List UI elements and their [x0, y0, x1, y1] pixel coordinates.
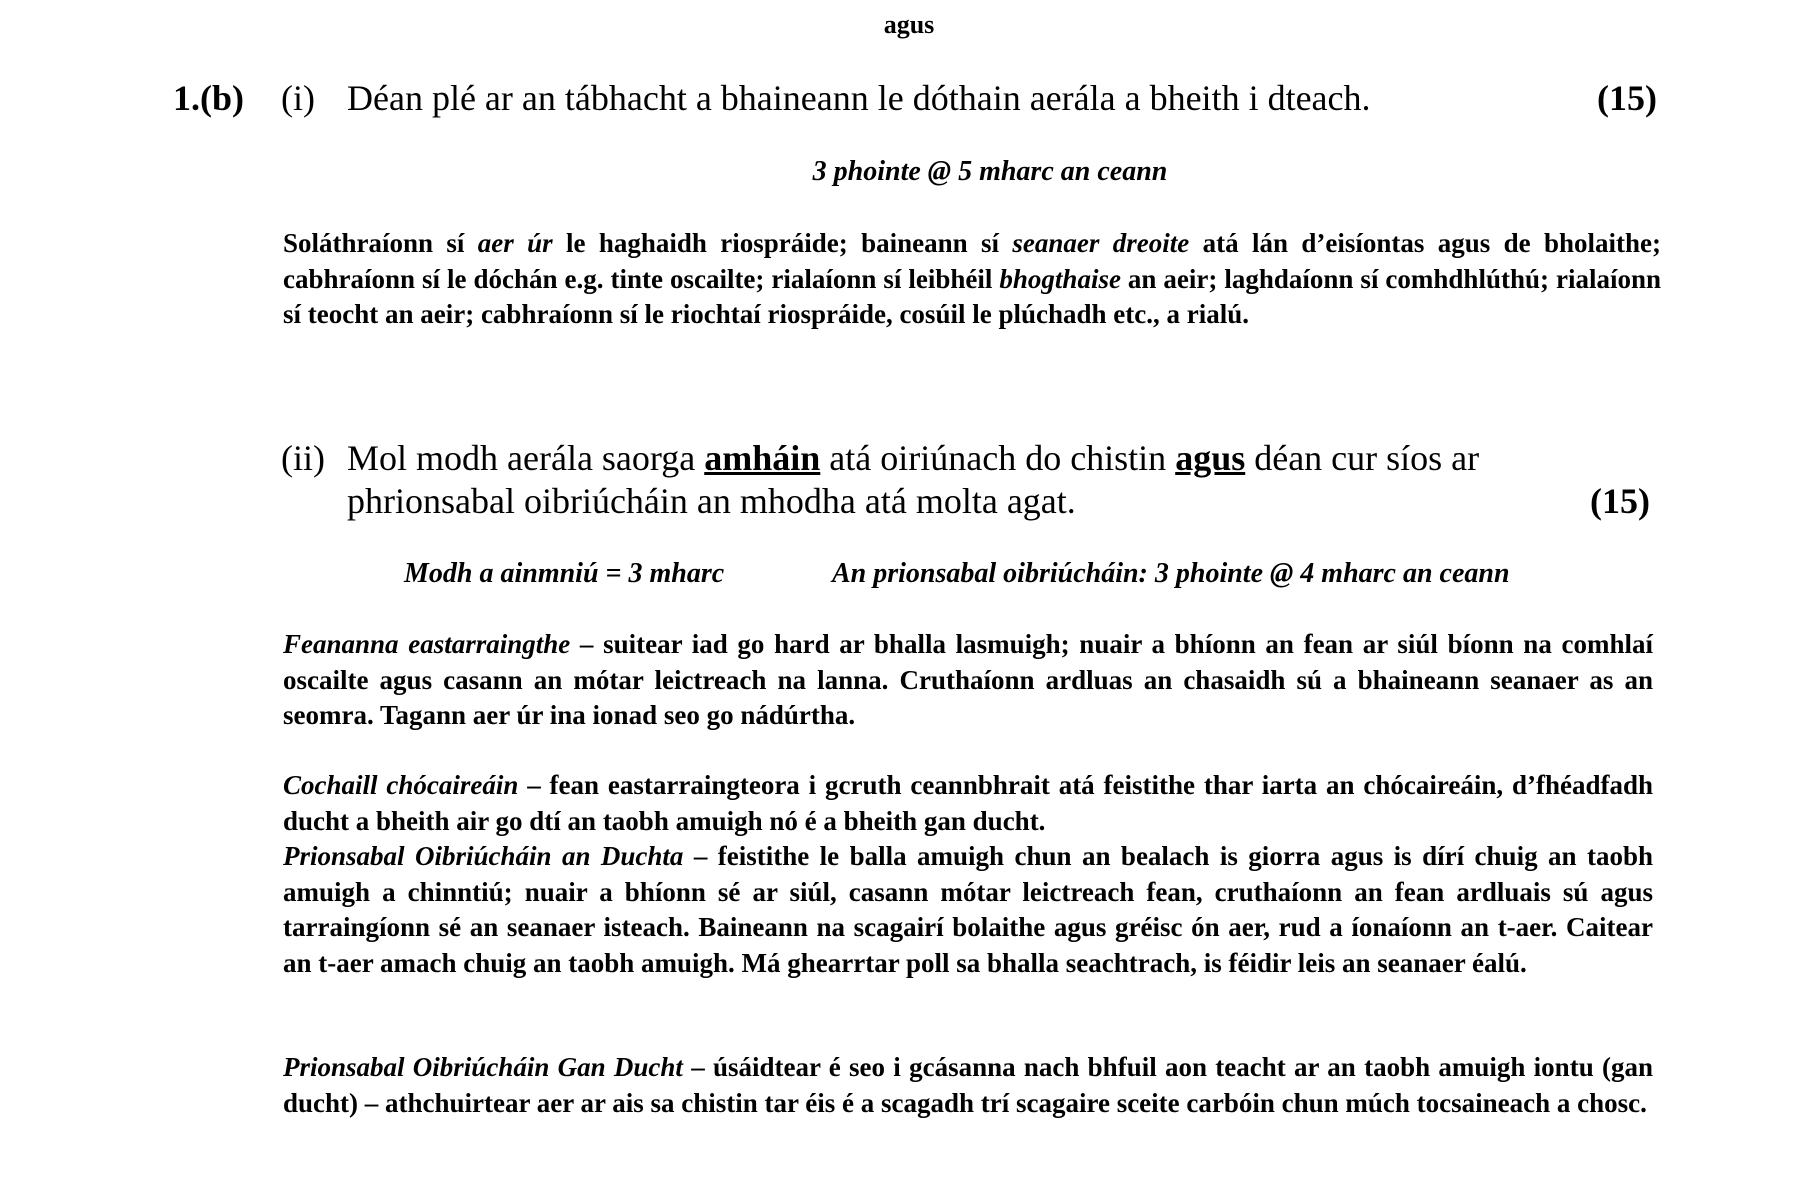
part-i-question: Déan plé ar an tábhacht a bhaineann le dóthain aerála a bheith i dteach. [347, 78, 1371, 118]
answer-text: le haghaidh riospráide; baineann sí [552, 228, 1013, 258]
answer-text: – feistithe le balla amuigh chun an bealach is giorra agus is dírí chuig an taobh amuigh a chinntiú; nuair a bhíonn sé ar siúl, casann mótar leictreach fean, cruthaíonn an fean ardluais sú agus tarraingíonn sé an seanaer isteach. Baineann na scagairí bolaithe agus gréisc ón aer, rud a íonaíonn an t-aer. Caitear an t-aer amach chuig an taobh amuigh. Má ghearrtar poll sa bhalla seachtrach, is féidir leis an seanaer éalú. [283, 841, 1653, 978]
answer-text: – úsáidtear é seo i gcásanna nach bhfuil aon teacht ar an taobh amuigh iontu (gan ducht) – athchuirtear aer ar ais sa chistin tar éis é a scagadh trí scagaire sceite carbóin chun múch tocsaineach a chosc. [283, 1052, 1653, 1118]
answer-term: seanaer dreoite [1012, 228, 1190, 258]
answer-text: – suitear iad go hard ar bhalla lasmuigh; nuair a bhíonn an fean ar siúl bíonn na comhlaí oscailte agus casann an mótar leictreach na lanna. Cruthaíonn ardluas an chasaidh sú a bhaineann seanaer as an seomra. Tagann aer úr ina ionad seo go nádúrtha. [283, 629, 1653, 730]
answer-cooker-hoods [283, 768, 1653, 981]
part-ii-marks: (15) [1590, 481, 1650, 521]
answer-text: Soláthraíonn sí [283, 228, 478, 258]
part-i-label: (i) [281, 78, 315, 118]
answer-ductless-principle [283, 1050, 1653, 1121]
answer-term: Cochaill chócaireáin [283, 770, 519, 800]
answer-term: Prionsabal Oibriúcháin an Duchta [283, 841, 684, 871]
part-ii-scheme-method: Modh a ainmniú = 3 mharc [404, 558, 725, 589]
part-i-answer [283, 226, 1661, 333]
answer-text: an aeir; laghdaíonn sí comhdhlúthú; rialaíonn sí teocht an aeir; cabhraíonn sí le riochtaí riospráide, cosúil le plúchadh etc., a rialú. [283, 263, 1661, 329]
question-text: Mol modh aerála saorga [347, 438, 705, 478]
answer-extractor-fans [283, 627, 1653, 734]
question-number: 1.(b) [173, 78, 244, 118]
part-i-marks: (15) [1597, 78, 1657, 118]
answer-term: Feananna eastarraingthe [283, 629, 571, 659]
answer-term: bhogthaise [999, 263, 1121, 294]
question-text: déan cur síos ar [1245, 438, 1480, 478]
answer-term: aer úr [477, 228, 553, 258]
part-i-marking-scheme: 3 phointe @ 5 mharc an ceann [812, 156, 1168, 187]
emphasis-underlined: agus [1175, 438, 1246, 478]
part-ii-question-line-1 [347, 436, 1479, 480]
part-ii-question-line-2: phrionsabal oibriúcháin an mhodha atá molta agat. [347, 481, 1076, 521]
answer-term: Prionsabal Oibriúcháin Gan Ducht [283, 1052, 683, 1082]
answer-text: atá lán d’eisíontas agus de bholaithe; cabhraíonn sí le dóchán e.g. tinte oscailte; rialaíonn sí leibhéil [283, 228, 1661, 294]
section-heading-agus: agus [883, 10, 935, 39]
emphasis-underlined: amháin [704, 438, 821, 478]
question-text: atá oiriúnach do chistin [820, 438, 1176, 478]
part-ii-label: (ii) [281, 438, 325, 478]
answer-text: – fean eastarraingteora i gcruth ceannbhrait atá feistithe thar iarta an chócaireáin, d’fhéadfadh ducht a bheith air go dtí an taobh amuigh nó é a bheith gan ducht. [283, 770, 1653, 836]
part-ii-scheme-principle: An prionsabal oibriúcháin: 3 phointe @ 4 mharc an ceann [832, 558, 1510, 589]
